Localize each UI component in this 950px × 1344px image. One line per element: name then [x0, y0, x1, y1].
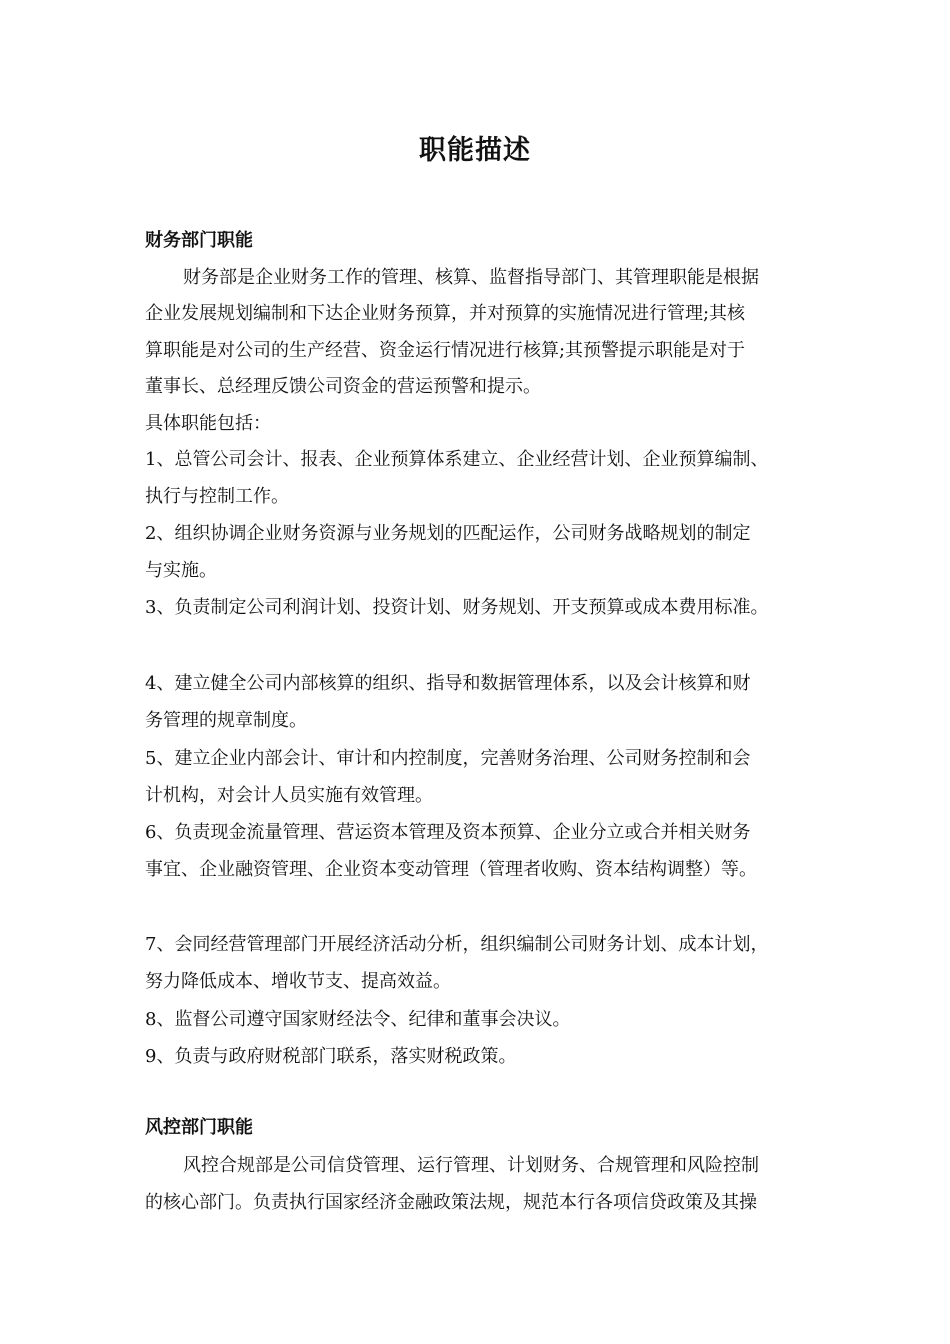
- finance-list-intro: 具体职能包括：: [145, 413, 271, 434]
- section-heading-finance: 财务部门职能: [145, 230, 253, 251]
- finance-list-item: 5、建立企业内部会计、审计和内控制度，完善财务治理、公司财务控制和会: [145, 748, 751, 769]
- risk-control-paragraph-line: 的核心部门。负责执行国家经济金融政策法规，规范本行各项信贷政策及其操: [145, 1192, 757, 1213]
- finance-paragraph-line: 企业发展规划编制和下达企业财务预算，并对预算的实施情况进行管理;其核: [145, 303, 746, 324]
- risk-control-paragraph-line: 风控合规部是公司信贷管理、运行管理、计划财务、合规管理和风险控制: [183, 1155, 759, 1176]
- finance-list-item-continuation: 努力降低成本、增收节支、提高效益。: [145, 971, 451, 992]
- page-title: 职能描述: [419, 135, 531, 166]
- finance-list-item: 9、负责与政府财税部门联系，落实财税政策。: [145, 1046, 517, 1067]
- finance-list-item: 4、建立健全公司内部核算的组织、指导和数据管理体系，以及会计核算和财: [145, 673, 751, 694]
- finance-list-item: 1、总管公司会计、报表、企业预算体系建立、企业经营计划、企业预算编制、: [145, 449, 769, 470]
- finance-paragraph-line: 董事长、总经理反馈公司资金的营运预警和提示。: [145, 376, 541, 397]
- finance-list-item-continuation: 事宜、企业融资管理、企业资本变动管理（管理者收购、资本结构调整）等。: [145, 859, 757, 880]
- finance-paragraph-line: 算职能是对公司的生产经营、资金运行情况进行核算;其预警提示职能是对于: [145, 340, 746, 361]
- finance-list-item: 7、会同经营管理部门开展经济活动分析，组织编制公司财务计划、成本计划，: [145, 934, 769, 955]
- finance-list-item: 2、组织协调企业财务资源与业务规划的匹配运作，公司财务战略规划的制定: [145, 523, 751, 544]
- finance-list-item-continuation: 执行与控制工作。: [145, 486, 289, 507]
- finance-list-item-continuation: 与实施。: [145, 560, 217, 581]
- finance-list-item: 3、负责制定公司利润计划、投资计划、财务规划、开支预算或成本费用标准。: [145, 597, 769, 618]
- finance-list-item: 8、监督公司遵守国家财经法令、纪律和董事会决议。: [145, 1009, 571, 1030]
- finance-paragraph-line: 财务部是企业财务工作的管理、核算、监督指导部门、其管理职能是根据: [183, 267, 759, 288]
- section-heading-risk-control: 风控部门职能: [145, 1117, 253, 1138]
- finance-list-item: 6、负责现金流量管理、营运资本管理及资本预算、企业分立或合并相关财务: [145, 822, 751, 843]
- finance-list-item-continuation: 计机构，对会计人员实施有效管理。: [145, 785, 433, 806]
- finance-list-item-continuation: 务管理的规章制度。: [145, 710, 307, 731]
